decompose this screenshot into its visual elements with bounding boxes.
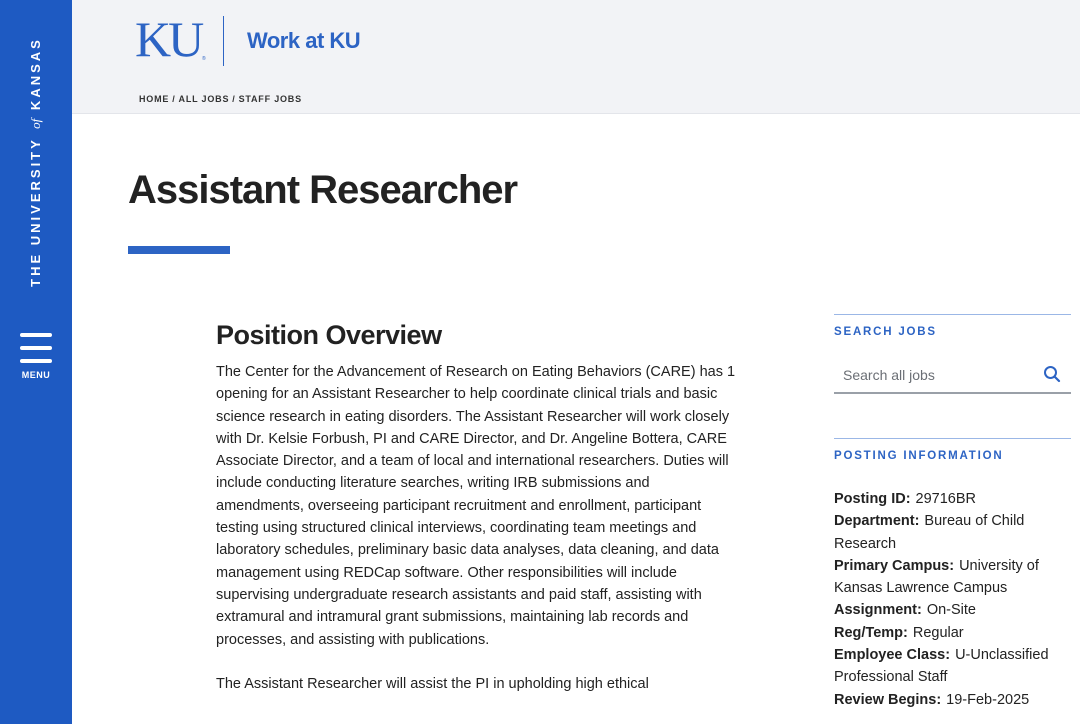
info-key: Employee Class:: [834, 647, 951, 664]
search-input[interactable]: [834, 360, 1034, 390]
section-heading: Position Overview: [216, 320, 442, 350]
ku-logo[interactable]: KU: [135, 11, 202, 67]
breadcrumb-staff-jobs[interactable]: STAFF JOBS: [238, 94, 302, 104]
search-box: [834, 360, 1071, 394]
menu-button[interactable]: [14, 333, 58, 389]
posting-section: [834, 438, 1071, 711]
breadcrumb-all-jobs[interactable]: ALL JOBS: [178, 94, 230, 104]
info-value: 19-Feb-2025: [946, 691, 1030, 708]
site-title-link[interactable]: Work at KU: [247, 28, 361, 53]
sidebar-divider: [834, 438, 1071, 439]
wordmark-post: KANSAS: [28, 37, 43, 111]
wordmark-of: of: [28, 118, 43, 129]
job-description: [216, 320, 736, 717]
info-key: Assignment:: [834, 602, 922, 619]
department-row: [834, 510, 1071, 555]
info-value: Bureau of Child Research: [834, 513, 1025, 552]
posting-info-label: POSTING INFORMATION: [834, 450, 1004, 462]
primary-campus-row: [834, 555, 1071, 600]
breadcrumb-home[interactable]: HOME: [139, 94, 170, 104]
title-accent-bar: [128, 246, 230, 254]
breadcrumb-separator: /: [172, 94, 176, 104]
university-rail: [0, 0, 72, 724]
overview-paragraph: The Center for the Advancement of Research on Eating Behaviors (CARE) has 1 opening for an Assistant Researcher to help coordinate clinical trials and basic science research in eating disorders. The Assistant Researcher will work closely with Dr. Kelsie Forbush, PI and CARE Director, and Dr. Angeline Bottera, CARE Associate Director, and a team of local and international researchers. Duties will include conducting literature searches, writing IRB submissions and amendments, overseeing participant recruitment and enrollment, participant testing using structured clinical interviews, coordinating team meetings and laboratory schedules, preliminary basic data analyses, data cleaning, and data management using REDCap software. Other responsibilities will include supervising undergraduate research assistants and paid staff, assisting with extramural and intramural grant submissions, maintaining lab records and processes, and assisting with publications.: [216, 364, 736, 648]
hamburger-menu-icon: [20, 333, 52, 363]
info-value: Regular: [912, 624, 964, 641]
university-wordmark[interactable]: [28, 37, 44, 287]
posting-id-row: [834, 488, 1071, 510]
info-value: On-Site: [926, 602, 976, 619]
employee-class-row: [834, 644, 1071, 689]
info-key: Posting ID:: [834, 491, 911, 507]
info-key: Primary Campus:: [834, 557, 955, 574]
info-key: Department:: [834, 513, 920, 530]
header-divider: [223, 16, 224, 66]
breadcrumb: [139, 94, 302, 104]
info-key: Reg/Temp:: [834, 624, 908, 641]
info-key: Review Begins:: [834, 691, 942, 708]
sidebar-divider: [834, 314, 1071, 315]
job-sidebar: [834, 314, 1071, 711]
info-value: 29716BR: [915, 491, 976, 507]
menu-label: MENU: [21, 370, 51, 380]
reg-temp-row: [834, 622, 1071, 644]
registered-mark: ®: [202, 56, 206, 62]
ethics-paragraph: The Assistant Researcher will assist the PI in upholding high ethical: [216, 675, 649, 692]
wordmark-pre: THE UNIVERSITY: [28, 137, 43, 287]
page-title: Assistant Researcher: [128, 168, 518, 212]
info-value: University of Kansas Lawrence Campus: [834, 557, 1039, 597]
search-icon[interactable]: [1043, 365, 1061, 383]
search-jobs-label: SEARCH JOBS: [834, 326, 937, 338]
info-value: U-Unclassified Professional Staff: [834, 647, 1049, 686]
assignment-row: [834, 599, 1071, 621]
site-header: [72, 0, 1080, 114]
review-begins-row: [834, 689, 1071, 711]
breadcrumb-separator: /: [232, 94, 236, 104]
posting-info-list: [834, 488, 1071, 711]
